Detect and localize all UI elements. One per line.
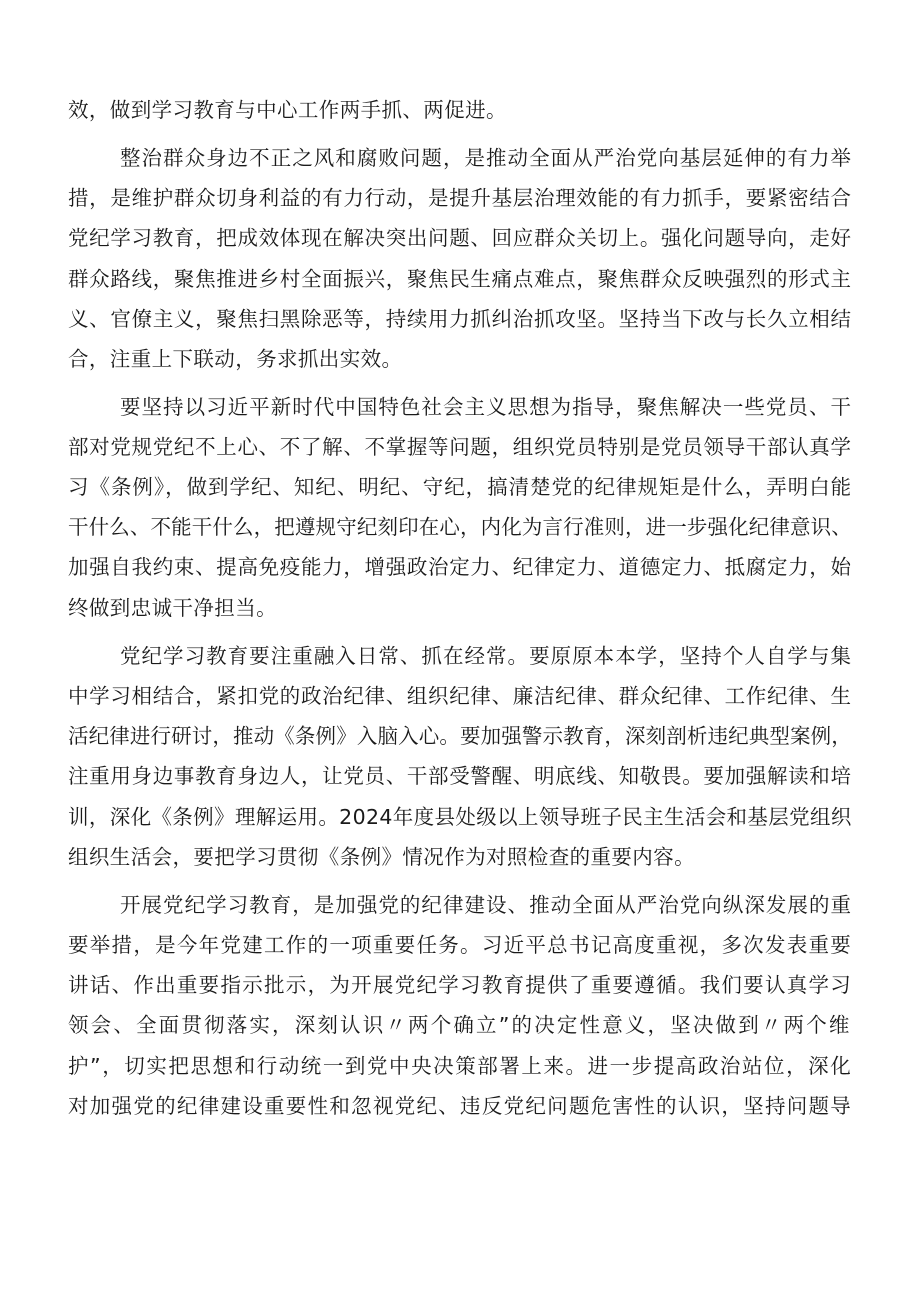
text-line: 终做到忠诚干净担当。 — [68, 596, 277, 620]
text-line: 习《条例》，做到学纪、知纪、明纪、守纪，搞清楚党的纪律规矩是什么，弄明白能 — [68, 475, 853, 499]
paragraph-first-line: 开展党纪学习教育，是加强党的纪律建设、推动全面从严治党向纵深发展的重 — [120, 893, 853, 917]
text-line: 护”，切实把思想和行动统一到党中央决策部署上来。进一步提高政治站位，深化 — [68, 1054, 853, 1078]
text-line: 义、官僚主义，聚焦扫黑除恶等，持续用力抓纠治抓攻坚。坚持当下改与长久立相结 — [68, 307, 852, 331]
text-line: 党纪学习教育，把成效体现在解决突出问题、回应群众关切上。强化问题导向，走好 — [68, 226, 852, 250]
text-line: 领会、全面贯彻落实，深刻认识〃两个确立”的决定性意义，坚决做到〃两个维 — [68, 1013, 852, 1037]
text-line: 加强自我约束、提高免疫能力，增强政治定力、纪律定力、道德定力、抵腐定力，始 — [68, 555, 852, 579]
text-line: 讲话、作出重要指示批示，为开展党纪学习教育提供了重要遵循。我们要认真学习 — [68, 973, 853, 997]
paragraph-first-line: 要坚持以习近平新时代中国特色社会主义思想为指导，聚焦解决一些党员、干 — [120, 395, 853, 419]
text-line: 训，深化《条例》理解运用。2024年度县处级以上领导班子民主生活会和基层党组织 — [68, 805, 852, 829]
text-line: 效，做到学习教育与中心工作两手抓、两促进。 — [68, 98, 507, 122]
text-line: 组织生活会，要把学习贯彻《条例》情况作为对照检查的重要内容。 — [68, 845, 695, 869]
text-line: 要举措，是今年党建工作的一项重要任务。习近平总书记高度重视，多次发表重要 — [68, 933, 853, 957]
text-line: 合，注重上下联动，务求抓出实效。 — [68, 347, 403, 371]
text-line: 活纪律进行研讨，推动《条例》入脑入心。要加强警示教育，深刻剖析违纪典型案例， — [68, 724, 852, 748]
text-line: 注重用身边事教育身边人，让党员、干部受警醒、明底线、知敬畏。要加强解读和培 — [68, 764, 852, 788]
text-line: 群众路线，聚焦推进乡村全面振兴，聚焦民生痛点难点，聚焦群众反映强烈的形式主 — [68, 267, 852, 291]
text-line: 部对党规党纪不上心、不了解、不掌握等问题，组织党员特别是党员领导干部认真学 — [68, 435, 852, 459]
paragraph-first-line: 党纪学习教育要注重融入日常、抓在经常。要原原本本学，坚持个人自学与集 — [120, 644, 853, 668]
paragraph-first-line: 整治群众身边不正之风和腐败问题，是推动全面从严治党向基层延伸的有力举 — [120, 146, 853, 170]
text-line: 干什么、不能干什么，把遵规守纪刻印在心，内化为言行准则，进一步强化纪律意识、 — [68, 515, 852, 539]
text-line: 措，是维护群众切身利益的有力行动，是提升基层治理效能的有力抓手，要紧密结合 — [68, 186, 852, 210]
text-line: 中学习相结合，紧扣党的政治纪律、组织纪律、廉洁纪律、群众纪律、工作纪律、生 — [68, 684, 852, 708]
text-line: 对加强党的纪律建设重要性和忽视党纪、违反党纪问题危害性的认识，坚持问题导 — [68, 1094, 853, 1118]
